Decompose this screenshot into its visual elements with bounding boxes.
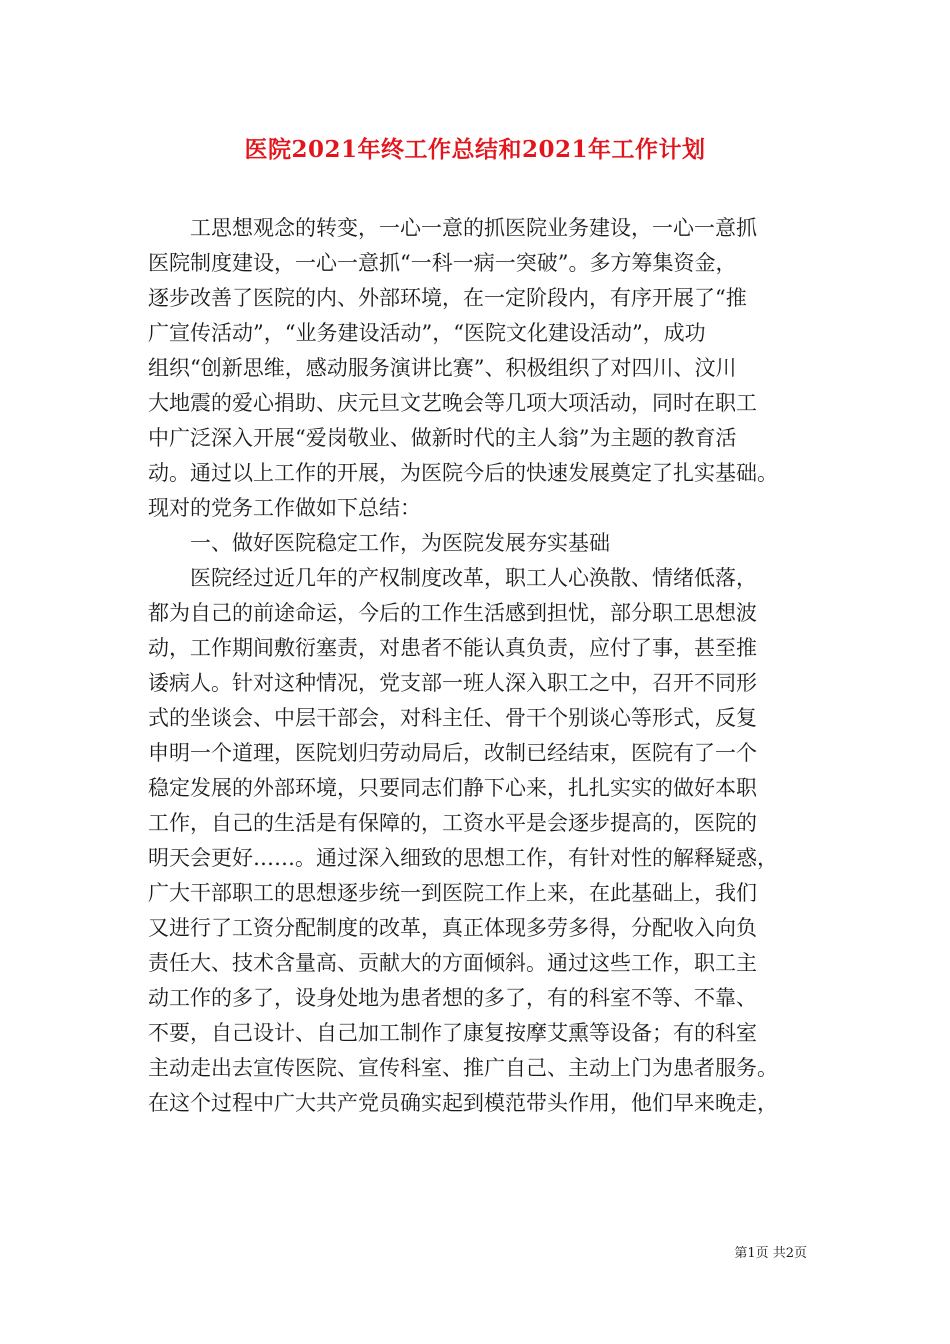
body-line: 责任大、技术含量高、贡献大的方面倾斜。通过这些工作，职工主	[148, 951, 757, 975]
body-line: 诿病人。针对这种情况，党支部一班人深入职工之中，召开不同形	[148, 671, 757, 695]
body-line: 动。通过以上工作的开展，为医院今后的快速发展奠定了扎实基础。	[148, 461, 778, 485]
body-line: 医院制度建设，一心一意抓“一科一病一突破”。多方筹集资金，	[148, 251, 737, 275]
section-heading: 一、做好医院稳定工作，为医院发展夯实基础	[148, 531, 610, 555]
body-line: 广宣传活动”，“业务建设活动”，“医院文化建设活动”，成功	[148, 321, 706, 345]
document-body	[148, 211, 828, 1121]
body-line: 动工作的多了，设身处地为患者想的多了，有的科室不等、不靠、	[148, 986, 757, 1010]
page-number: 第1页 共2页	[734, 1246, 807, 1261]
body-line: 都为自己的前途命运，今后的工作生活感到担忧，部分职工思想波	[148, 601, 757, 625]
body-line: 在这个过程中广大共产党员确实起到模范带头作用，他们早来晚走，	[148, 1091, 778, 1115]
document-title: 医院2021年终工作总结和2021年工作计划	[244, 136, 706, 163]
body-line: 不要，自己设计、自己加工制作了康复按摩艾熏等设备；有的科室	[148, 1021, 757, 1045]
body-line: 医院经过近几年的产权制度改革，职工人心涣散、情绪低落，	[148, 566, 757, 590]
body-line: 明天会更好……。通过深入细致的思想工作，有针对性的解释疑惑，	[148, 846, 778, 870]
body-line: 中广泛深入开展“爱岗敬业、做新时代的主人翁”为主题的教育活	[148, 426, 737, 450]
body-line: 式的坐谈会、中层干部会，对科主任、骨干个别谈心等形式，反复	[148, 706, 757, 730]
body-line: 动，工作期间敷衍塞责，对患者不能认真负责，应付了事，甚至推	[148, 636, 757, 660]
body-line: 大地震的爱心捐助、庆元旦文艺晚会等几项大项活动，同时在职工	[148, 391, 757, 415]
body-line: 广大干部职工的思想逐步统一到医院工作上来，在此基础上，我们	[148, 881, 757, 905]
body-line: 现对的党务工作做如下总结：	[148, 496, 421, 520]
body-line: 申明一个道理，医院划归劳动局后，改制已经结束，医院有了一个	[148, 741, 757, 765]
body-line: 逐步改善了医院的内、外部环境，在一定阶段内，有序开展了“推	[148, 286, 747, 310]
body-line: 组织“创新思维，感动服务演讲比赛”、积极组织了对四川、汶川	[148, 356, 737, 380]
body-line: 工思想观念的转变，一心一意的抓医院业务建设，一心一意抓	[148, 216, 757, 240]
body-line: 工作，自己的生活是有保障的，工资水平是会逐步提高的，医院的	[148, 811, 757, 835]
body-line: 主动走出去宣传医院、宣传科室、推广自己、主动上门为患者服务。	[148, 1056, 778, 1080]
body-line: 稳定发展的外部环境，只要同志们静下心来，扎扎实实的做好本职	[148, 776, 757, 800]
body-line: 又进行了工资分配制度的改革，真正体现多劳多得，分配收入向负	[148, 916, 757, 940]
